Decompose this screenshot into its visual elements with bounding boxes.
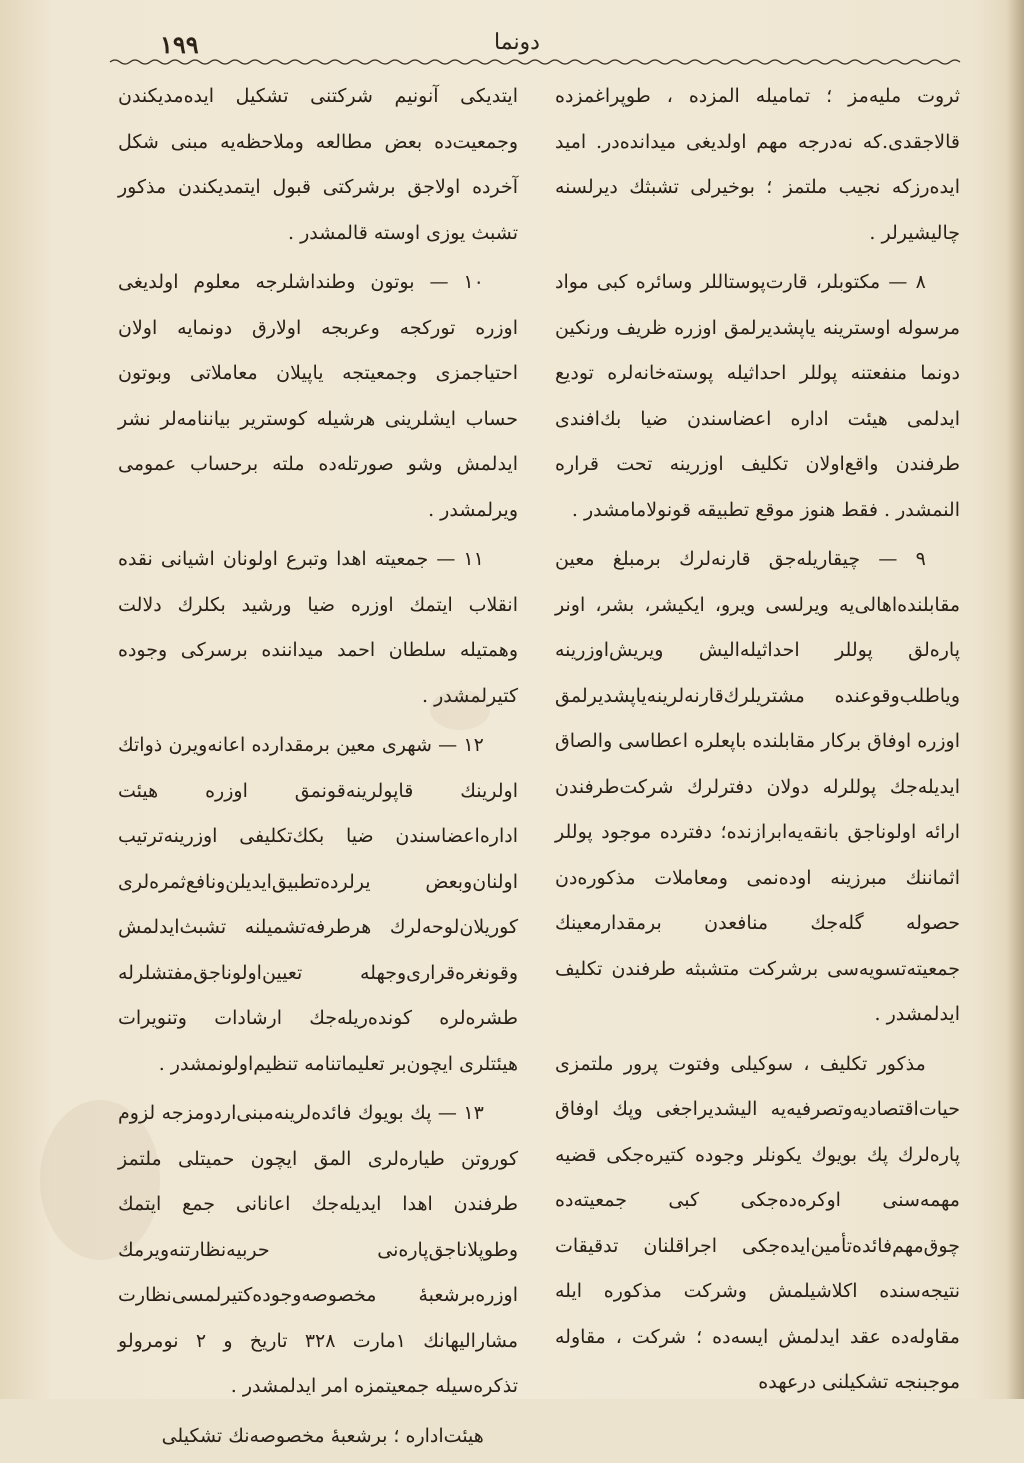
running-title: دونما — [494, 30, 540, 55]
header-rule — [110, 58, 964, 66]
paragraph: ١٠ — بوتون وطنداشلرجه معلوم اولدیغی اوزره توركجه وعربجه اولارق دونمایه اولان احتیاجمزی وجمعیتجه یاپيلان معاملاتی وبوتون حساب ایشلرینی هرشیله كوستریر بیاننامه‌لر نشر ايدلمش وشو صورتله‌ده ملته برحساب عمومی ویرلمشدر . — [118, 271, 518, 521]
paragraph: ٨ — مكتوبلر، قارت‌پوستاللر وسائره كبی مواد مرسوله اوسترینه یاپشدیرلمق اوزره ظریف ورنكین دونما منفعتنه پوللر احداثیله پوسته‌خانه‌لره توديع ايدلمی هيئت اداره اعضاسندن ضيا بك‌افندی طرفندن واقع‌اولان تكليف اوزرینه تحت قراره النمشدر . فقط هنوز موقع تطبیقه قونولامامشدر . — [555, 271, 960, 521]
paragraph: ايتديكی آنونیم شركتنی تشكيل ايده‌مديكندن وجمعیت‌ده بعض مطالعه وملاحظه‌یه مبنی شكل آخرده اولاجق برشركتی قبول ایتمديكندن مذكور تشبث یوزی اوسته قالمشدر . — [118, 85, 518, 244]
paragraph: ١٢ — شهری معين برمقدارده اعانه‌ویرن ذواتك اولرینك قاپولرینه‌قونمق اوزره هیئت اداره‌اعضاسندن ضيا بكك‌تكليفی اوزرینه‌ترتيب اولنان‌وبعض یرلرده‌تطبیق‌ايدیلن‌ونافع‌ثمره‌لری كوریلان‌لوحه‌لرك هرطرفه‌تشمیلنه تشبث‌ایدلمش وقونغره‌قراری‌وجهله تعیین‌اولوناجق‌مفتشلرله طشره‌لره كونده‌ریله‌جك ارشادات وتنويرات هیئتلری ایچون‌بر تعلیماتنامه تنظیم‌اولونمشدر . — [118, 734, 518, 1075]
page-header — [100, 28, 934, 62]
left-text-column — [118, 74, 518, 1463]
wavy-rule-ornament — [110, 58, 964, 66]
paragraph: ٩ — چیقاریله‌جق قارنه‌لرك برمبلغ معین مقابلنده‌اهالی‌یه ویرلسی ویرو، ایکیشر، بشر، اونر پاره‌لق پوللر احداثیله‌الیش ویریش‌اوزرینه ویاطلب‌وقوعنده مشتریلرك‌قارنه‌لرینه‌یاپشدیرلمق اوزره اوفاق بركار مقابلنده باپعلره اعطاسی والصاق ايديله‌جك پوللرله دولان دفترلرك شركت‌طرفندن ارائه اولوناجق بانقه‌یه‌ابرازنده؛ دفترده موجود پوللر اثماننك مبرزينه اوده‌نمی ومعاملات مذكوره‌دن حصوله گله‌جك منافعدن برمقدارمعینك جمعیته‌تسویه‌سی برشركت متشبثه طرفندن تكليف ايدلمشدر . — [555, 548, 960, 1025]
paragraph: ١١ — جمعیته اهدا وتبرع اولونان اشیانی نقده انقلاب ایتمك اوزره ضیا ورشید بكلرك دلالت وهمتيله سلطان احمد میداننده برسركی وجوده كتیرلمشدر . — [118, 548, 518, 707]
page-number: ١٩٩ — [160, 30, 199, 59]
paragraph: ثروت ملیه‌مز ؛ تماميله المزده ، طوپراغمزده قالاجقدی.که نه‌درجه مهم اولدیغی میداندەدر. امید ایده‌رزکه نجیب ملتمز ؛ بوخیرلی تشبثك دیرلسنه چالیشیرلر . — [555, 85, 960, 244]
paragraph: مذكور تكليف ، سوكيلی وفتوت پرور ملتمزی حیات‌اقتصادیه‌وتصرفیه‌یه الیشدیراجغی وپك اوفاق پاره‌لرك پك بويوك یكونلر وجوده كتیره‌جكی قضیه‌ مهمه‌سنی اوكره‌ده‌جكی كبی جمعیته‌ده چوق‌مهم‌فائده‌تأمین‌ایده‌جكی اجرا‌قلنان تدقيقات نتیجه‌سنده اكلاشیلمش وشركت مذكوره ایله مقاوله‌ده عقد ايدلمش ايسه‌ده ؛ شركت ، مقاوله موجبنجه تشكيلنی درعهده — [555, 1052, 960, 1393]
page-edge-shadow — [1006, 0, 1024, 1399]
paragraph: هیئت‌اداره ؛ برشعبهٔ مخصوصه‌نك تشكيلی — [161, 1424, 484, 1447]
paragraph: ١٣ — پك بويوك فائده‌لرینه‌مبنی‌اردومزجه لزوم كوروتن طیاره‌لری المق ایچون حمیتلی ملتمز طرفندن اهدا ايديله‌جك اعانانی جمع ایتمك وطوپلاناجق‌پاره‌نی حربیه‌نظارتنه‌ویرمك اوزره‌برشعبهٔ مخصوصه‌وجوده‌كتیرلمسی‌نظارت مشاراليهانك ١مارت ٣٢٨ تاريخ و ٢ نومرولو تذكره‌سيله جمعیتمزه امر ايدلمشدر . — [118, 1102, 519, 1397]
right-text-column — [555, 74, 960, 1410]
